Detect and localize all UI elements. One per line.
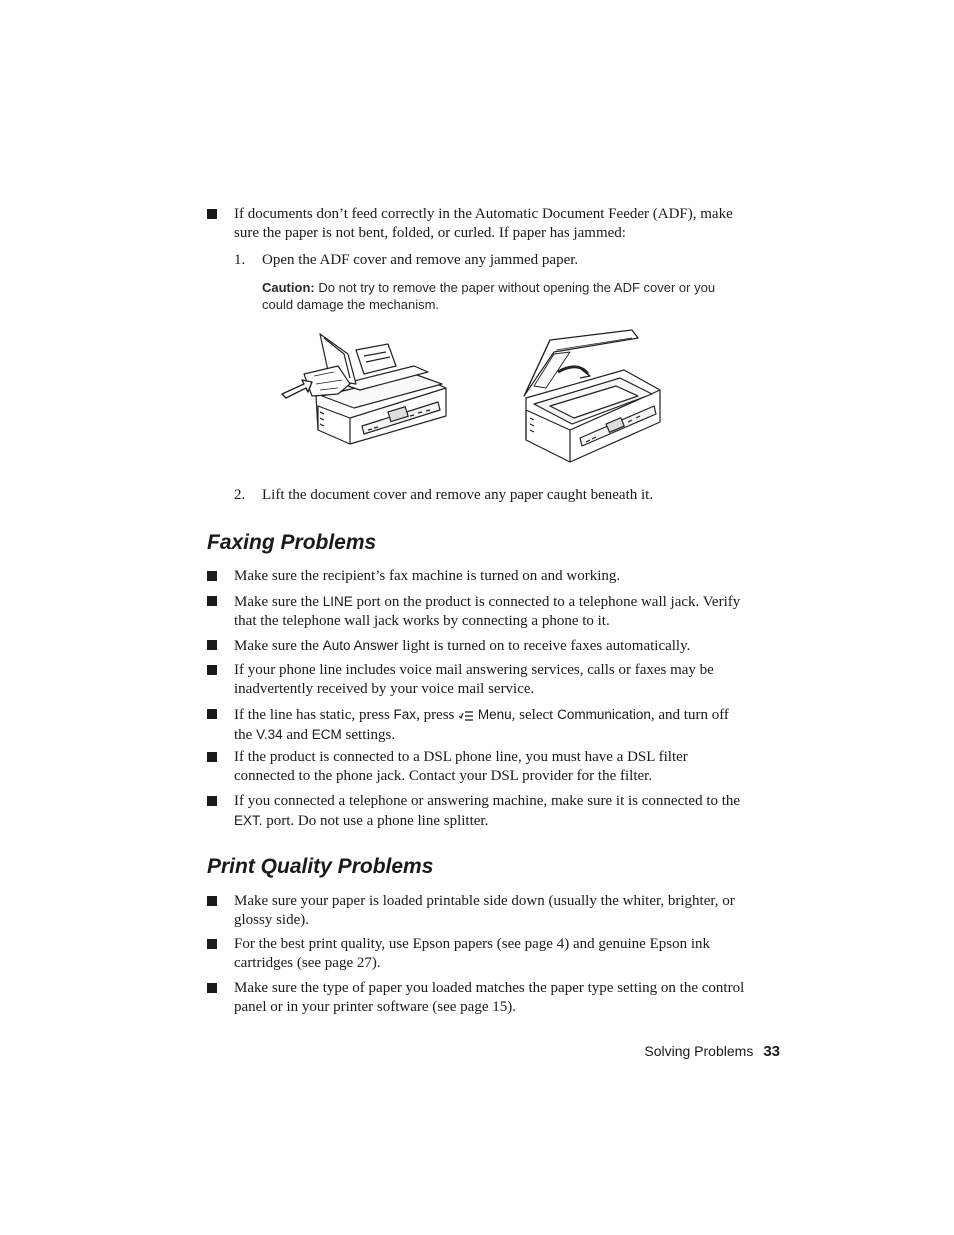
bullet-text: For the best print quality, use Epson papers (see page 4) and genuine Epson ink cartridges (see page 27). [234, 936, 711, 971]
text-run: port on the product is connected to a telephone wall jack. Verify that the telephone wall jack works by connecting a phone to it. [234, 594, 741, 629]
text-run: Make sure the [234, 638, 323, 654]
communication-label: Communication [557, 707, 651, 722]
bullet-text: Make sure the recipient’s fax machine is turned on and working. [234, 568, 621, 584]
text-run: , and turn off the [234, 707, 729, 743]
adf-intro-text: If documents don’t feed correctly in the Automatic Document Feeder (ADF), make sure the paper is not bent, folded, or curled. If paper has jammed: [234, 206, 733, 241]
bullet-text: If your phone line includes voice mail answering services, calls or faxes may be inadvertently received by your voice mail service. [234, 662, 714, 697]
adf-open-printer-illustration [278, 326, 450, 454]
square-bullet-icon [207, 571, 217, 581]
caution-text: Do not try to remove the paper without opening the ADF cover or you could damage the mechanism. [262, 280, 716, 312]
text-run: , press [416, 707, 459, 723]
pq-bullet-3 [207, 979, 747, 1017]
text-run: If the line has static, press [234, 707, 394, 723]
adf-step-2 [234, 486, 754, 505]
fax-bullet-1 [207, 567, 747, 586]
pq-bullet-2 [207, 935, 747, 973]
line-port-label: LINE [322, 594, 353, 609]
text-run: port. Do not use a phone line splitter. [262, 813, 489, 829]
fax-bullet-4 [207, 661, 747, 699]
step-text: Open the ADF cover and remove any jammed paper. [262, 252, 579, 268]
adf-bullet [207, 205, 747, 243]
fax-bullet-3 [207, 636, 747, 656]
text-run: , select [511, 707, 558, 723]
fax-bullet-5 [207, 705, 747, 745]
bullet-text [234, 792, 747, 831]
square-bullet-icon [207, 939, 217, 949]
square-bullet-icon [207, 896, 217, 906]
bullet-text [234, 592, 747, 631]
pq-bullet-1 [207, 892, 747, 930]
bullet-text: If the product is connected to a DSL phone line, you must have a DSL filter connected to the phone jack. Contact your DSL provider for the filter. [234, 749, 688, 784]
menu-list-icon [458, 710, 474, 722]
square-bullet-icon [207, 709, 217, 719]
square-bullet-icon [207, 752, 217, 762]
text-run: settings. [341, 727, 396, 743]
step-number: 2. [234, 487, 246, 503]
ext-port-label: EXT. [234, 813, 263, 828]
footer-section-title: Solving Problems [644, 1043, 754, 1059]
fax-bullet-2 [207, 592, 747, 631]
adf-step-1 [234, 251, 754, 270]
text-run: and [282, 727, 312, 743]
square-bullet-icon [207, 596, 217, 606]
caution-note [262, 279, 742, 313]
page-footer [600, 1043, 780, 1060]
step-text: Lift the document cover and remove any paper caught beneath it. [262, 487, 654, 503]
bullet-text [234, 705, 747, 745]
caution-label: Caution: [262, 280, 315, 295]
auto-answer-label: Auto Answer [322, 638, 399, 653]
text-run: Make sure the [234, 594, 323, 610]
fax-bullet-6 [207, 748, 747, 786]
fax-bullet-7 [207, 792, 747, 831]
menu-button-label: Menu [477, 707, 512, 722]
text-run: If you connected a telephone or answering machine, make sure it is connected to the [234, 793, 741, 809]
bullet-text: Make sure your paper is loaded printable side down (usually the whiter, brighter, or glossy side). [234, 893, 735, 928]
text-run: light is turned on to receive faxes automatically. [398, 638, 691, 654]
bullet-text [234, 636, 747, 656]
square-bullet-icon [207, 665, 217, 675]
v34-label: V.34 [256, 727, 283, 742]
square-bullet-icon [207, 796, 217, 806]
square-bullet-icon [207, 209, 217, 219]
fax-button-label: Fax [393, 707, 417, 722]
step-number: 1. [234, 252, 246, 268]
faxing-problems-heading: Faxing Problems [207, 531, 377, 554]
ecm-label: ECM [311, 727, 342, 742]
bullet-text: Make sure the type of paper you loaded matches the paper type setting on the control panel or in your printer software (see page 15). [234, 980, 745, 1015]
square-bullet-icon [207, 983, 217, 993]
square-bullet-icon [207, 640, 217, 650]
document-cover-lifted-illustration [520, 326, 665, 466]
print-quality-problems-heading: Print Quality Problems [207, 855, 434, 878]
page-number: 33 [763, 1043, 780, 1060]
